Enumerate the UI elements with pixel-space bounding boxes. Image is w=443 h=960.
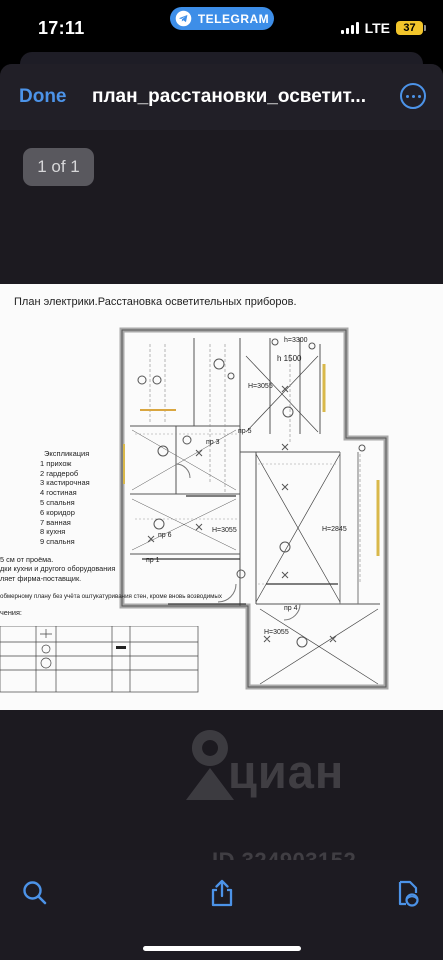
watermark-brand: циан [228,745,345,798]
viewer-nav-bar [0,64,443,130]
bottom-toolbar [0,860,443,960]
document-viewer-sheet [0,64,443,960]
note-line: 5 см от проёма. [0,555,54,564]
more-options-button[interactable] [400,83,426,109]
label-h3055a: H=3055 [248,383,273,390]
legend-item: 5 спальня [40,497,75,507]
label-h3300: h=3300 [284,337,308,344]
legend-item: 3 кастирочная [40,478,90,488]
label-pr3: пр 3 [206,439,220,446]
note-line: обмерному плану без учёта оштукатуривания стен, кроме вновь возводимых [0,593,222,601]
document-title: план_расстановки_осветит... [92,86,366,107]
markup-icon[interactable] [393,878,423,908]
label-pr4: пр 4 [284,605,298,612]
network-type: LTE [364,20,390,36]
legend-item: 4 гостиная [40,488,77,498]
note-line: ляет фирма-поставщик. [0,573,82,583]
telegram-return-pill[interactable] [170,7,274,30]
status-time: 17:11 [38,18,85,38]
status-indicators [341,20,423,36]
share-icon[interactable] [207,878,237,908]
done-button[interactable]: Done [19,86,67,107]
note-line [0,583,222,592]
legend-item: 6 коридор [40,507,75,517]
legend-title: Экспликация [44,449,90,458]
notes-label: чения: [0,607,22,617]
label-pr5: пр 5 [238,428,252,435]
legend-item: 1 прихож [40,458,72,468]
telegram-pill-label: TELEGRAM [197,11,270,26]
label-h2845: H=2845 [322,526,347,533]
label-pr1: пр 1 [146,557,160,564]
legend-item: 8 кухня [40,527,66,537]
plan-notes [0,555,222,617]
status-bar [0,0,443,60]
label-pr6: пр 6 [158,532,172,539]
telegram-icon [175,10,192,27]
legend-item: 7 ванная [40,517,71,527]
page-indicator: 1 of 1 [23,148,94,186]
battery-level: 37 [403,22,416,34]
legend-item: 2 гардероб [40,468,79,478]
battery-icon [396,21,423,35]
room-legend [30,449,90,547]
search-icon[interactable] [20,878,50,908]
label-h1500: h 1500 [277,354,302,363]
ellipsis-icon [406,95,409,98]
plan-heading: План электрики.Расстановка осветительных приборов. [14,296,297,308]
home-indicator[interactable] [143,946,301,951]
pdf-page[interactable] [0,284,443,710]
signal-icon [341,22,359,34]
label-h3055c: H=3055 [264,629,289,636]
note-line: дки кухни и другого оборудования [0,564,116,574]
label-h3055b: H=3055 [212,527,237,534]
symbol-table [0,626,200,698]
legend-item: 9 спальня [40,537,75,547]
